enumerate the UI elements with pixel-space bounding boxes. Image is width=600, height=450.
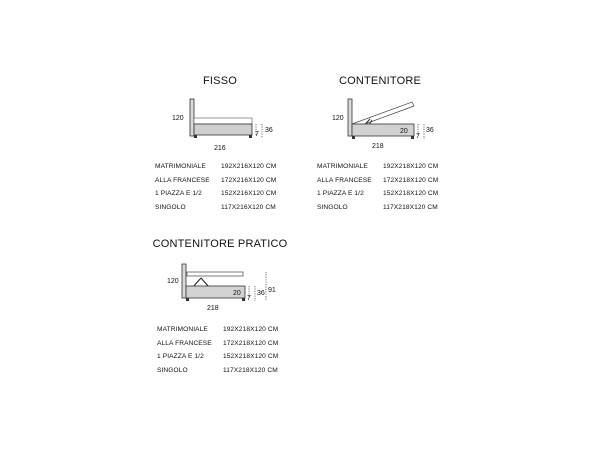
row-size: 152X218X120 CM <box>383 190 439 197</box>
table-row <box>317 201 438 215</box>
dim-total: 91 <box>268 287 276 294</box>
table-row <box>317 160 438 174</box>
size-table-contenitore-pratico <box>157 323 278 377</box>
row-name: ALLA FRANCESE <box>155 176 210 184</box>
row-size: 192X216X120 CM <box>221 163 277 170</box>
row-size: 172X218X120 CM <box>223 339 279 347</box>
row-name: 1 PIAZZA E 1/2 <box>155 190 202 197</box>
table-row <box>157 323 278 337</box>
leg-shape <box>352 136 355 139</box>
bed-diagram-fisso <box>170 98 280 156</box>
dim-length: 218 <box>207 305 219 312</box>
dim-length: 216 <box>214 145 226 152</box>
row-name: ALLA FRANCESE <box>157 339 212 347</box>
table-row <box>155 201 276 215</box>
dim-headboard: 120 <box>172 115 184 122</box>
row-size: 152X218X120 CM <box>223 353 279 360</box>
row-name: SINGOLO <box>155 203 186 211</box>
dim-headboard: 120 <box>167 278 179 285</box>
table-row <box>157 350 278 364</box>
dim-storage: 20 <box>400 128 408 135</box>
section-title-contenitore-pratico: CONTENITORE PRATICO <box>152 238 288 250</box>
size-table-fisso <box>155 160 276 214</box>
row-name: SINGOLO <box>157 366 188 374</box>
headboard-shape <box>348 99 352 136</box>
row-size: 117X216X120 CM <box>221 203 276 211</box>
dim-frame: 36 <box>265 127 273 134</box>
row-size: 172X218X120 CM <box>383 176 439 184</box>
table-row <box>155 187 276 201</box>
dim-length: 218 <box>372 143 384 150</box>
row-name: MATRIMONIALE <box>157 326 208 333</box>
table-row <box>317 174 438 188</box>
mattress-shape <box>194 118 252 124</box>
frame-shape <box>194 124 252 135</box>
dim-headboard: 120 <box>332 115 344 122</box>
table-row <box>317 187 438 201</box>
table-row <box>155 160 276 174</box>
row-name: SINGOLO <box>317 203 348 211</box>
row-name: MATRIMONIALE <box>155 163 206 170</box>
bed-diagram-contenitore-pratico <box>165 262 295 320</box>
row-size: 192X218X120 CM <box>383 163 439 170</box>
row-size: 192X218X120 CM <box>223 326 279 333</box>
table-row <box>157 337 278 351</box>
row-size: 117X218X120 CM <box>223 366 278 374</box>
headboard-shape <box>182 264 186 298</box>
leg-shape <box>411 136 414 139</box>
row-name: 1 PIAZZA E 1/2 <box>317 190 364 197</box>
section-title-contenitore: CONTENITORE <box>338 75 422 87</box>
section-title-fisso: FISSO <box>202 75 237 87</box>
dim-leg: 7 <box>255 131 259 138</box>
dim-frame: 36 <box>257 290 265 297</box>
dim-leg: 7 <box>416 133 420 140</box>
row-name: 1 PIAZZA E 1/2 <box>157 353 204 360</box>
leg-shape <box>186 298 189 301</box>
table-row <box>157 364 278 378</box>
row-name: MATRIMONIALE <box>317 163 368 170</box>
bed-diagram-contenitore <box>330 98 440 156</box>
leg-shape <box>242 298 245 301</box>
row-name: ALLA FRANCESE <box>317 176 372 184</box>
row-size: 152X216X120 CM <box>221 190 277 197</box>
dim-frame: 36 <box>426 127 434 134</box>
dim-storage: 20 <box>233 290 241 297</box>
leg-shape <box>249 135 252 138</box>
headboard-shape <box>190 99 194 136</box>
leg-shape <box>194 135 197 138</box>
raised-platform-shape <box>187 272 243 276</box>
size-table-contenitore <box>317 160 438 214</box>
table-row <box>155 174 276 188</box>
dim-leg: 7 <box>247 295 251 302</box>
row-size: 117X218X120 CM <box>383 203 438 211</box>
row-size: 172X216X120 CM <box>221 176 277 184</box>
